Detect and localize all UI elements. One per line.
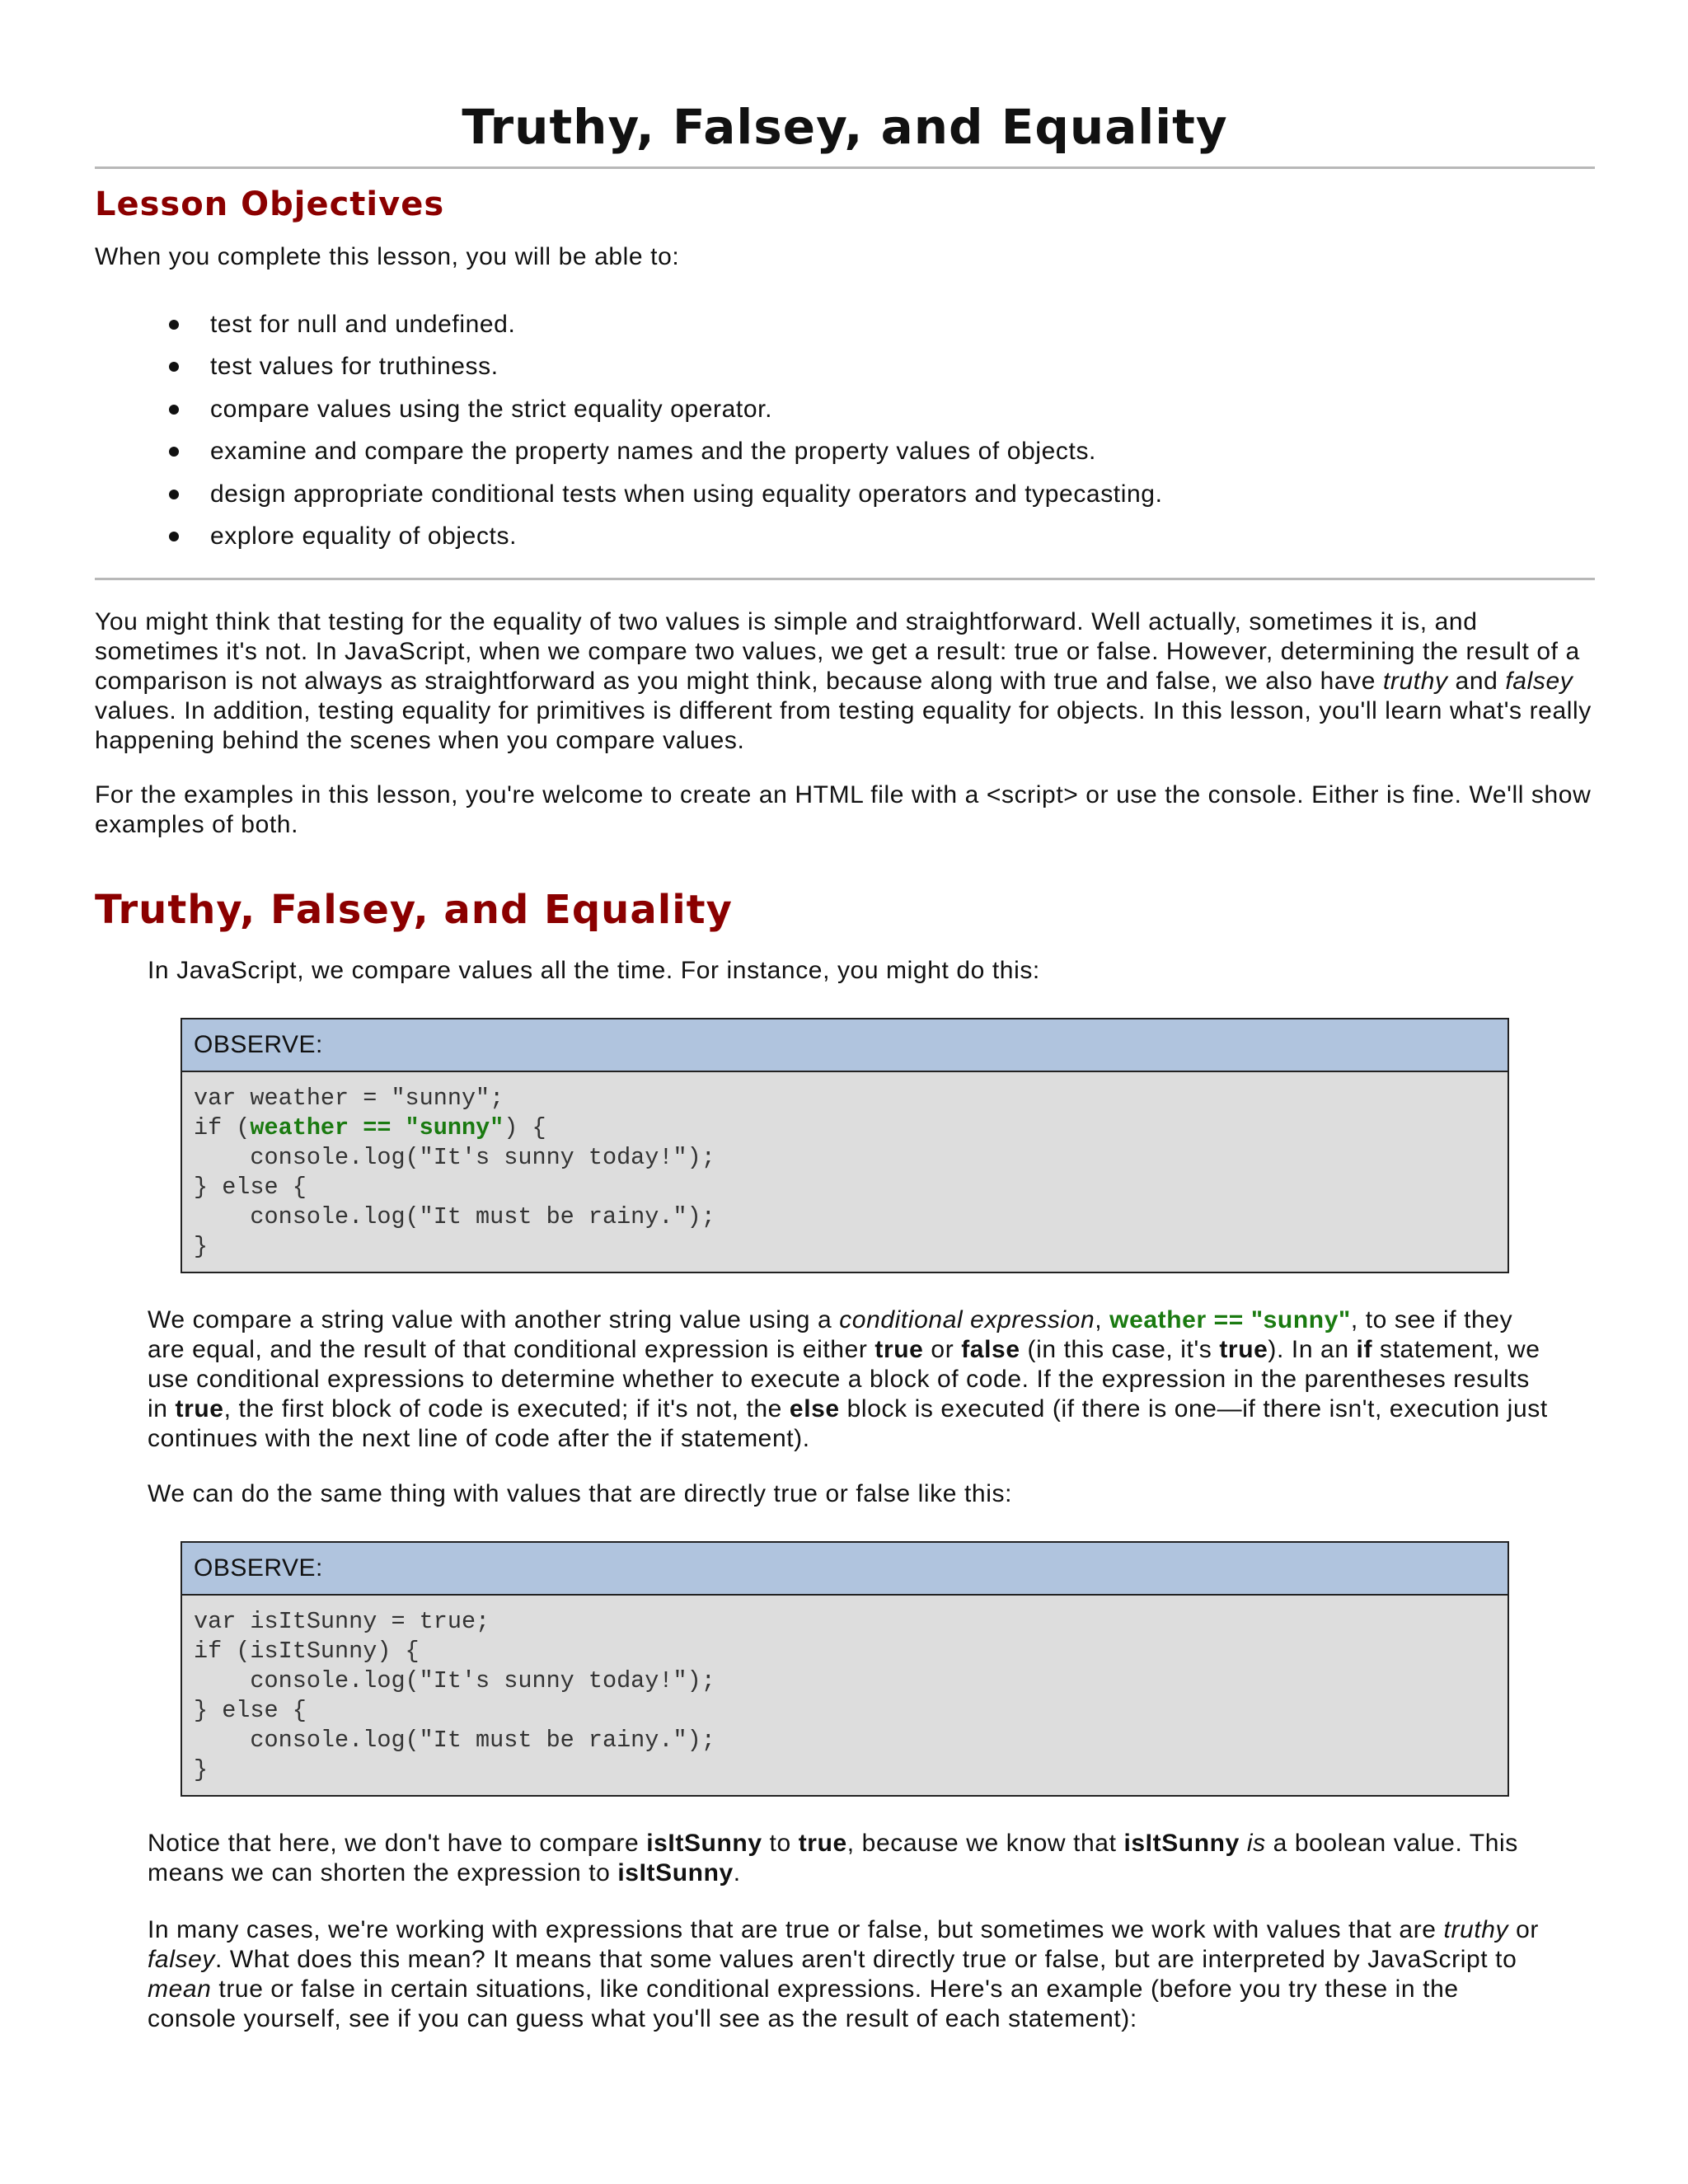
- list-item: explore equality of objects.: [169, 515, 1163, 557]
- section-paragraph-1: In JavaScript, we compare values all the time. For instance, you might do this:: [148, 957, 1040, 984]
- objectives-rule: [95, 578, 1595, 580]
- observe-label: OBSERVE:: [182, 1543, 1507, 1596]
- objectives-heading: Lesson Objectives: [95, 185, 445, 223]
- code-highlight: weather == "sunny": [250, 1114, 504, 1141]
- section-paragraph-2: We compare a string value with another string value using a conditional expression, weather == "sunny", to see if they are equal, and the result of that conditional expression is either true or false (in this case, it's true). In an if statement, we use conditional expressions to determine whether to execute a block of code. If the expression in the parentheses results in true, the first block of code is executed; if it's not, the else block is executed (if there is one—if there isn't, execution just continues with the next line of code after the if statement).: [148, 1306, 1548, 1452]
- section-paragraph-5: In many cases, we're working with expressions that are true or false, but sometimes we work with values that are truthy or falsey. What does this mean? It means that some values aren't directly true or false, but are interpreted by JavaScript to mean true or false in certain situations, like conditional expressions. Here's an example (before you try these in the console yourself, see if you can guess what you'll see as the result of each statement):: [148, 1916, 1539, 2032]
- bullet-icon: [169, 490, 179, 499]
- intro-paragraph: You might think that testing for the equality of two values is simple and straightforward. Well actually, sometimes it is, and sometimes it's not. In JavaScript, when we compare two values, we get a result: true or false. However, determining the result of a comparison is not always as straightforward as you might think, because along with true and false, we also have truthy and falsey values. In addition, testing equality for primitives is different from testing equality for objects. In this lesson, you'll learn what's really happening behind the scenes when you compare values.: [95, 608, 1592, 754]
- examples-paragraph: For the examples in this lesson, you're welcome to create an HTML file with a <script> or use the console. Either is fine. We'll show examples of both.: [95, 781, 1592, 838]
- section-heading: Truthy, Falsey, and Equality: [95, 887, 733, 933]
- code-block: var weather = "sunny"; if (weather == "sunny") { console.log("It's sunny today!"); } else { console.log("It must be rainy."); }: [194, 1085, 715, 1260]
- objectives-intro: When you complete this lesson, you will be able to:: [95, 243, 680, 270]
- list-item: test for null and undefined.: [169, 303, 1163, 345]
- section-paragraph-3: We can do the same thing with values that are directly true or false like this:: [148, 1480, 1013, 1507]
- document-title: Truthy, Falsey, and Equality: [462, 99, 1228, 155]
- observe-label: OBSERVE:: [182, 1019, 1507, 1072]
- list-item: examine and compare the property names and the property values of objects.: [169, 430, 1163, 472]
- objectives-list: [169, 303, 1163, 557]
- list-item: compare values using the strict equality operator.: [169, 388, 1163, 430]
- bullet-icon: [169, 447, 179, 457]
- observe-box-2: [181, 1541, 1509, 1797]
- section-paragraph-4: Notice that here, we don't have to compare isItSunny to true, because we know that isItSunny is a boolean value. This means we can shorten the expression to isItSunny.: [148, 1830, 1518, 1886]
- bullet-icon: [169, 405, 179, 415]
- list-item: design appropriate conditional tests when using equality operators and typecasting.: [169, 473, 1163, 515]
- list-item: test values for truthiness.: [169, 345, 1163, 387]
- bullet-icon: [169, 362, 179, 372]
- bullet-icon: [169, 320, 179, 330]
- bullet-icon: [169, 532, 179, 541]
- title-rule: [95, 166, 1595, 169]
- observe-box-1: [181, 1018, 1509, 1273]
- code-block: var isItSunny = true; if (isItSunny) { console.log("It's sunny today!"); } else { console.log("It must be rainy."); }: [194, 1608, 715, 1783]
